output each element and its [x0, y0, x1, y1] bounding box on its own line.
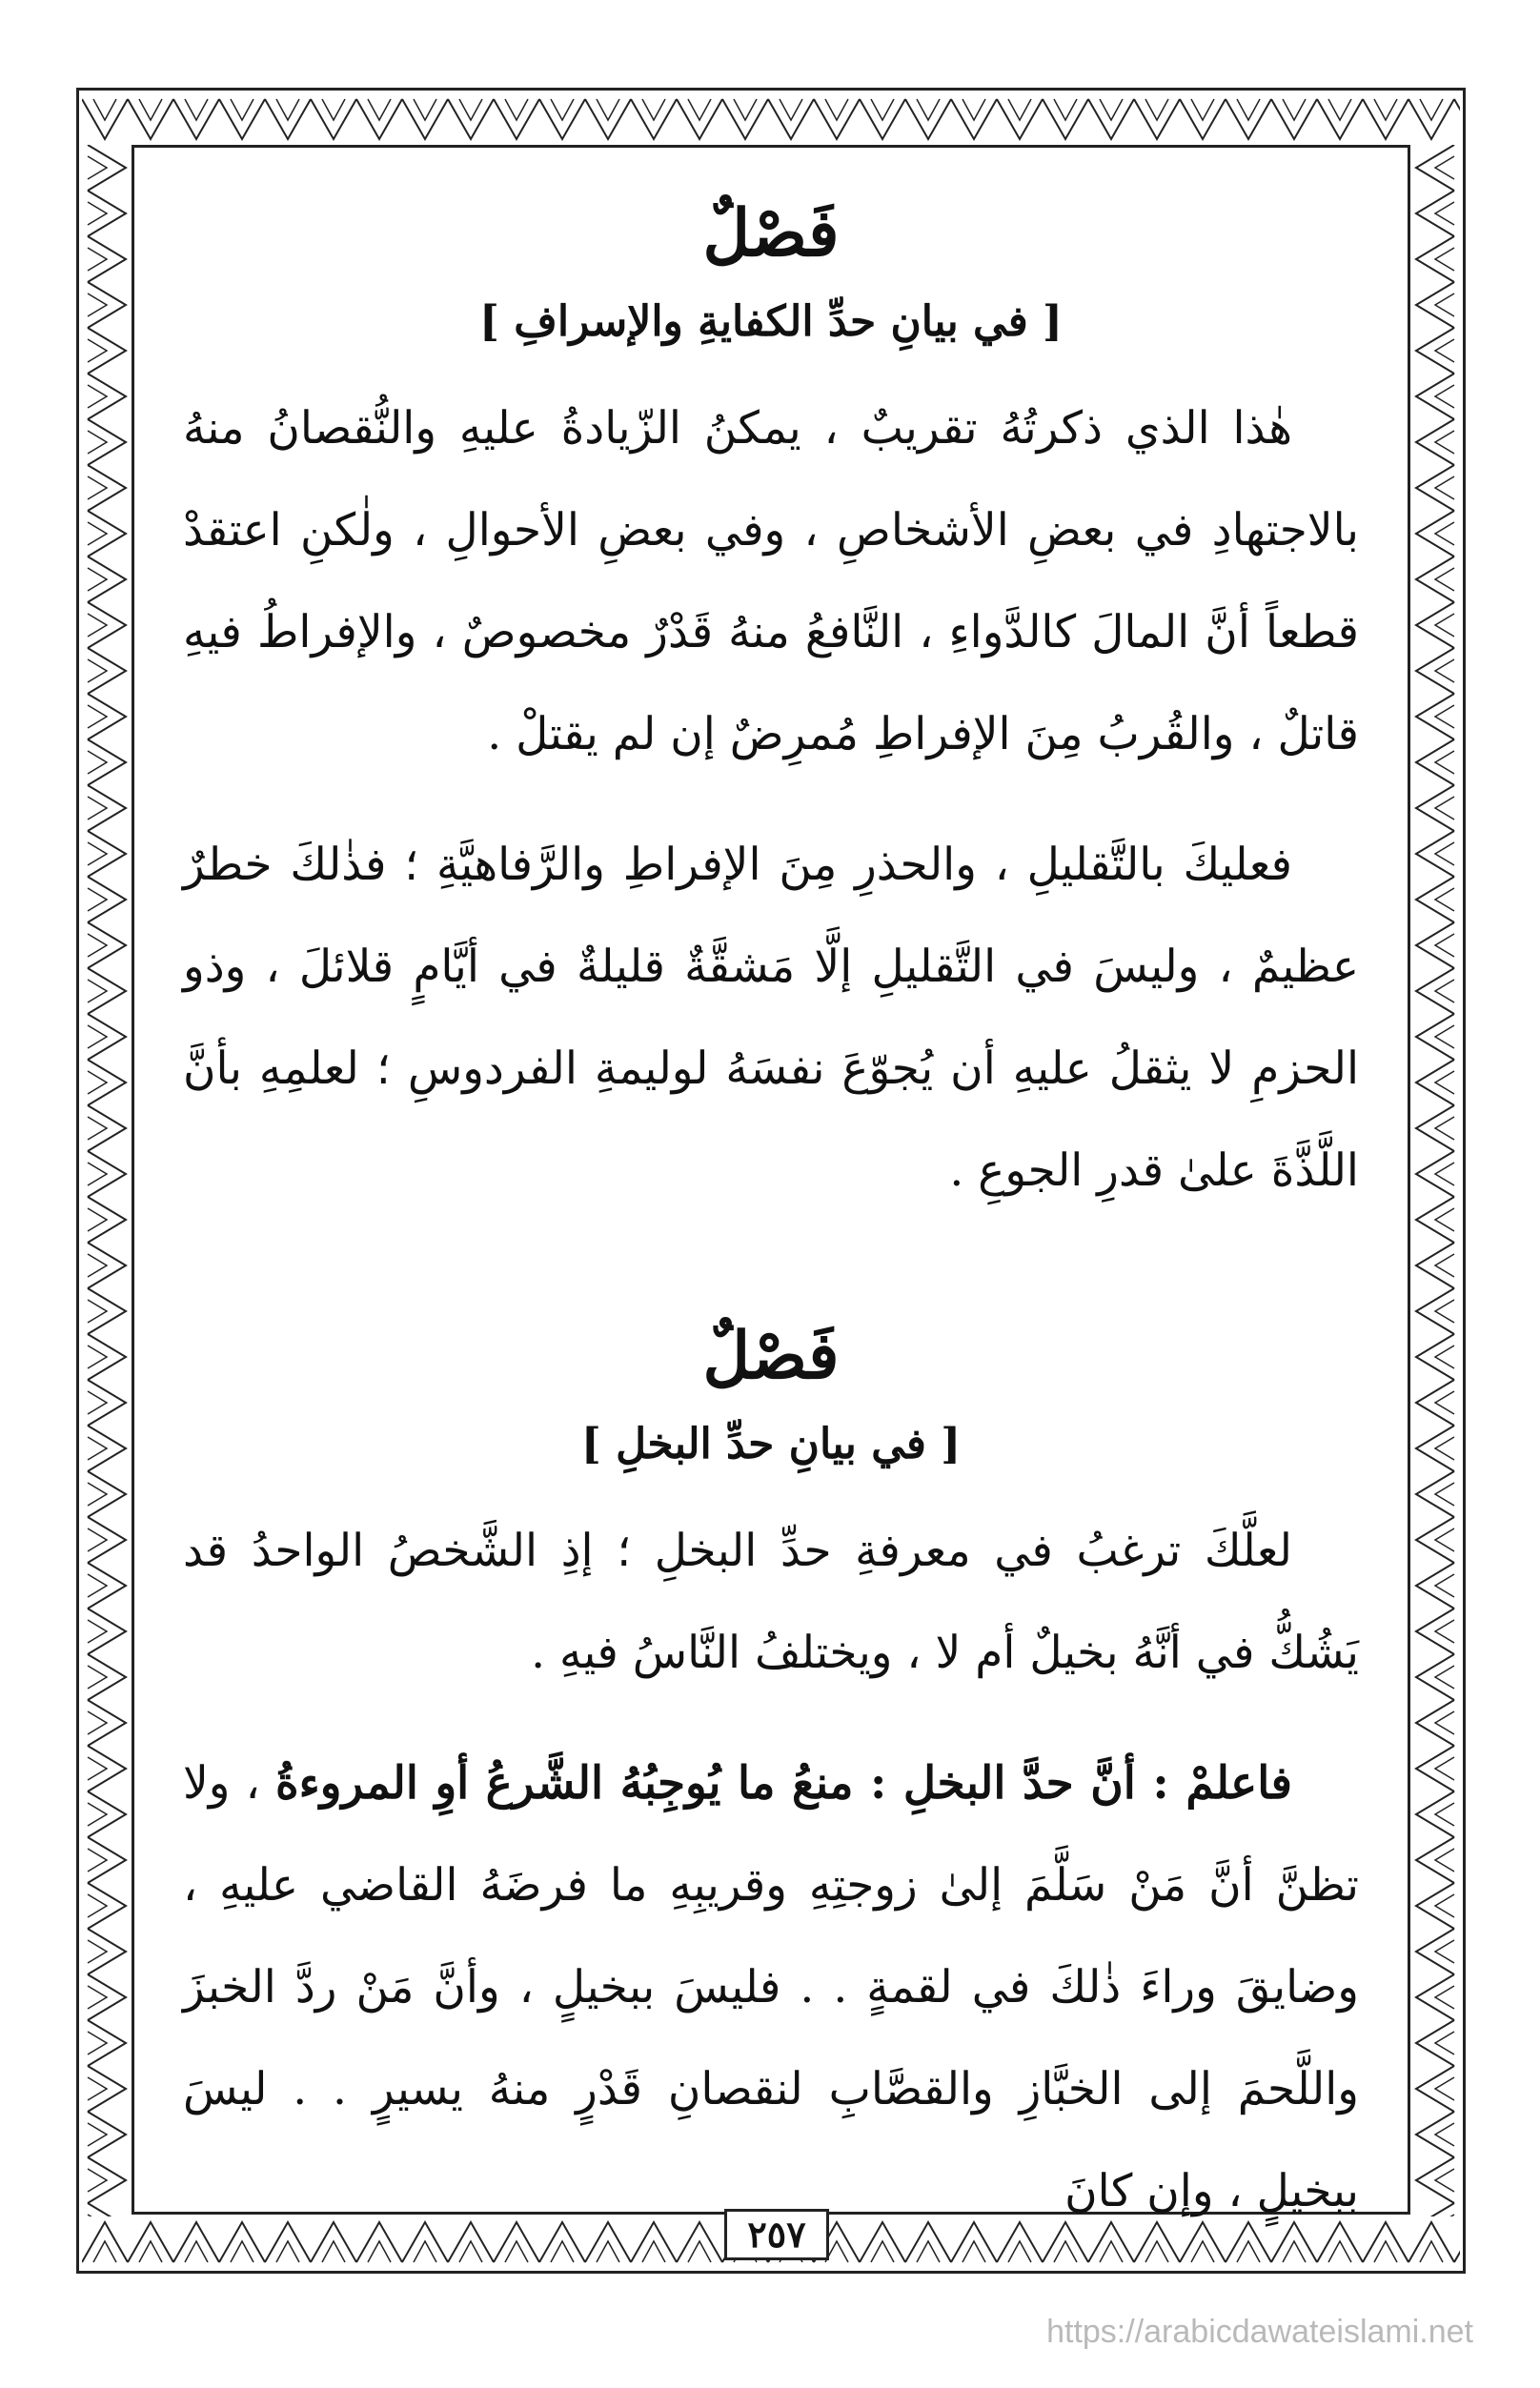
paragraph-bold-lead: فاعلمْ : أنَّ حدَّ البخلِ : منعُ ما يُوجِبُهُ الشَّرعُ أوِ المروءةُ: [274, 1757, 1292, 1810]
paragraph-text: لعلَّكَ ترغبُ في معرفةِ حدِّ البخلِ ؛ إذِ الشَّخصُ الواحدُ قد يَشُكُّ في أنَّهُ بخيلٌ أم لا ، ويختلفُ النَّاسُ فيهِ .: [183, 1525, 1359, 1679]
page-content: [183, 181, 1359, 2217]
top-border-ornament: [82, 93, 1460, 145]
section-2: [183, 1304, 1359, 2242]
paragraph: [183, 377, 1359, 785]
paragraph-text: ، ولا تظنَّ أنَّ مَنْ سَلَّمَ إلىٰ زوجتِهِ وقريبِهِ ما فرضَهُ القاضي عليهِ ، وضايقَ وراءَ ذٰلكَ في لقمةٍ . . فليسَ ببخيلٍ ، وأنَّ مَنْ ردَّ الخبزَ واللَّحمَ إلى الخبَّازِ والقصَّابِ لنقصانِ قَدْرٍ منهُ يسيرٍ . . ليسَ ببخيلٍ ، وإن كانَ: [183, 1757, 1359, 2217]
paragraph-text: فعليكَ بالتَّقليلِ ، والحذرِ مِنَ الإفراطِ والرَّفاهيَّةِ ؛ فذٰلكَ خطرٌ عظيمٌ ، وليسَ في التَّقليلِ إلَّا مَشقَّةٌ قليلةٌ في أيَّامٍ قلائلَ ، وذو الحزمِ لا يثقلُ عليهِ أن يُجوّعَ نفسَهُ لوليمةِ الفردوسِ ؛ لعلمِهِ بأنَّ اللَّذَّةَ علىٰ قدرِ الجوعِ .: [183, 839, 1359, 1197]
section-1: [183, 181, 1359, 1222]
left-border-ornament: [82, 145, 132, 2216]
paragraph: [183, 1732, 1359, 2242]
section-ornament-heading: فَصْلٌ: [702, 1318, 840, 1394]
section-spacer: [183, 1250, 1359, 1304]
paragraph: [183, 814, 1359, 1222]
watermark-url: https://arabicdawateislami.net: [1046, 2314, 1473, 2350]
right-border-ornament: [1410, 145, 1460, 2216]
paragraph-text: هٰذا الذي ذكرتُهُ تقريبٌ ، يمكنُ الزّيادةُ عليهِ والنُّقصانُ منهُ بالاجتهادِ في بعضِ الأشخاصِ ، وفي بعضِ الأحوالِ ، ولٰكنِ اعتقدْ قطعاً أنَّ المالَ كالدَّواءِ ، النَّافعُ منهُ قَدْرٌ مخصوصٌ ، والإفراطُ فيهِ قاتلٌ ، والقُربُ مِنَ الإفراطِ مُمرِضٌ إن لم يقتلْ .: [183, 402, 1359, 760]
section-subheading: [ في بيانِ حدِّ البخلِ ]: [580, 1420, 962, 1468]
section-subheading: [ في بيانِ حدِّ الكفايةِ والإسرافِ ]: [479, 297, 1063, 346]
page-number: ٢٥٧: [724, 2209, 829, 2260]
paragraph: [183, 1500, 1359, 1704]
section-ornament-heading: فَصْلٌ: [702, 195, 840, 272]
